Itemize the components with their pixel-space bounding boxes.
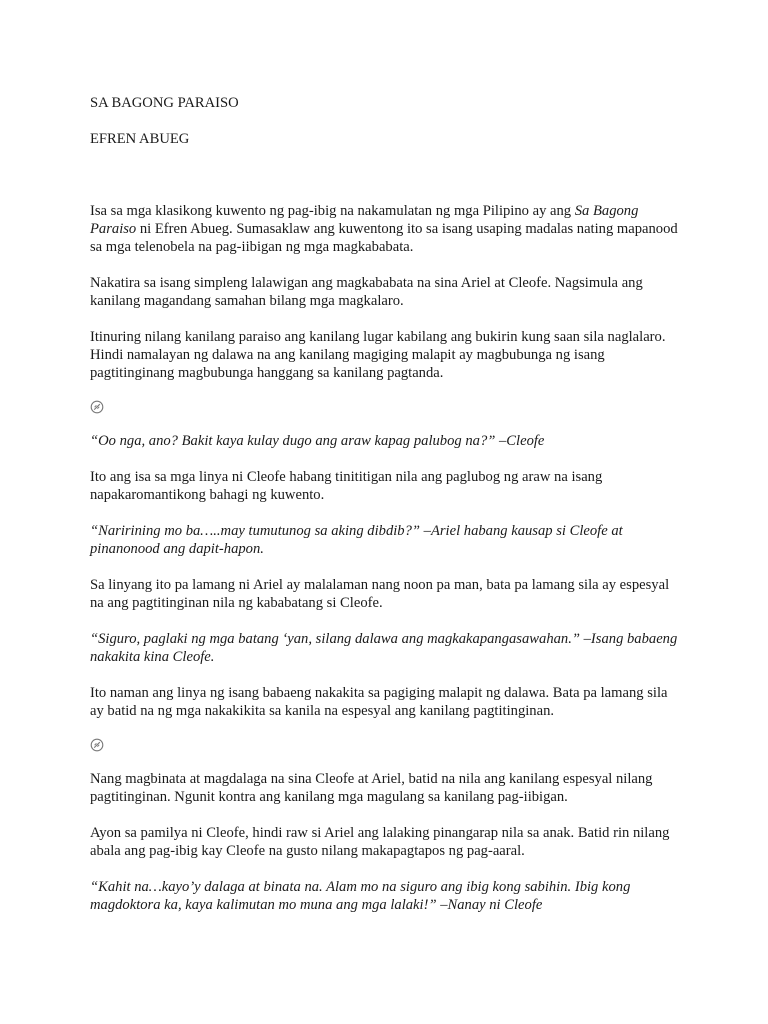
quote-mother-cleofe xyxy=(90,878,680,914)
quote-text: “Kahit na…kayo’y dalaga at binata na. Alam mo na siguro ang ibig kong sabihin. Ibig kong magdoktora ka, kaya kalimutan mo muna ang mga lalaki!” xyxy=(90,879,631,913)
quote-attribution: –Ariel habang kausap si Cleofe at pinanonood ang dapit-hapon. xyxy=(90,523,623,557)
setting-paragraph: Nakatira sa isang simpleng lalawigan ang magkababata na sina Ariel at Cleofe. Nagsimula ang kanilang magandang samahan bilang mga magkalaro. xyxy=(90,275,643,309)
quote-attribution: –Nanay ni Cleofe xyxy=(436,897,543,913)
work-title: Sa Bagong Paraiso xyxy=(90,203,639,237)
document-author: EFREN ABUEG xyxy=(90,131,190,147)
paradise-paragraph: Itinuring nilang kanilang paraiso ang kanilang lugar kabilang ang bukirin kung saan sila naglalaro. Hindi namalayan ng dalawa na ang kanilang magiging malapit ay magbubunga ng isang pagtitinginang magbubunga hanggang sa kanilang pagtanda. xyxy=(90,329,666,381)
quote1-explanation: Ito ang isa sa mga linya ni Cleofe habang tinititigan nila ang paglubog ng araw na isang napakaromantikong bahagi ng kuwento. xyxy=(90,469,603,503)
quote-text: “Siguro, paglaki ng mga batang ‘yan, silang dalawa ang magkakapangasawahan.” xyxy=(90,631,580,647)
document-title: SA BAGONG PARAISO xyxy=(90,95,239,111)
broken-image-icon xyxy=(90,738,104,752)
quote3-explanation: Ito naman ang linya ng isang babaeng nakakita sa pagiging malapit ng dalawa. Bata pa lamang sila ay batid na ng mga nakakikita sa kanila na espesyal ang kanilang pagtitinginan. xyxy=(90,685,668,719)
document-page xyxy=(90,94,680,932)
quote-woman-observer xyxy=(90,630,680,666)
broken-image-icon xyxy=(90,400,104,414)
quote-ariel-heart xyxy=(90,522,680,558)
quote-text: “Naririning mo ba…..may tumutunog sa aking dibdib?” xyxy=(90,523,421,539)
intro-paragraph xyxy=(90,202,680,256)
family-paragraph: Ayon sa pamilya ni Cleofe, hindi raw si Ariel ang lalaking pinangarap nila sa anak. Batid rin nilang abala ang pag-ibig kay Cleofe na gusto nilang makapagtapos ng pag-aaral. xyxy=(90,825,670,859)
intro-after: ni Efren Abueg. Sumasaklaw ang kuwentong ito sa isang usaping madalas nating mapanood sa mga telenobela na pag-iibigan ng mga magkababata. xyxy=(90,221,678,255)
quote-text: “Oo nga, ano? Bakit kaya kulay dugo ang araw kapag palubog na?” xyxy=(90,433,496,449)
quote-attribution: –Cleofe xyxy=(495,433,545,449)
grown-up-paragraph: Nang magbinata at magdalaga na sina Cleofe at Ariel, batid na nila ang kanilang espesyal nilang pagtitinginan. Ngunit kontra ang kanilang mga magulang sa kanilang pag-iibigan. xyxy=(90,771,653,805)
intro-before: Isa sa mga klasikong kuwento ng pag-ibig na nakamulatan ng mga Pilipino ay ang xyxy=(90,203,575,219)
quote-cleofe-sunset xyxy=(90,432,680,450)
quote2-explanation: Sa linyang ito pa lamang ni Ariel ay malalaman nang noon pa man, bata pa lamang sila ay espesyal na ang pagtitinginan nila ng kababatang si Cleofe. xyxy=(90,577,670,611)
quote-attribution: –Isang babaeng nakakita kina Cleofe. xyxy=(90,631,678,665)
